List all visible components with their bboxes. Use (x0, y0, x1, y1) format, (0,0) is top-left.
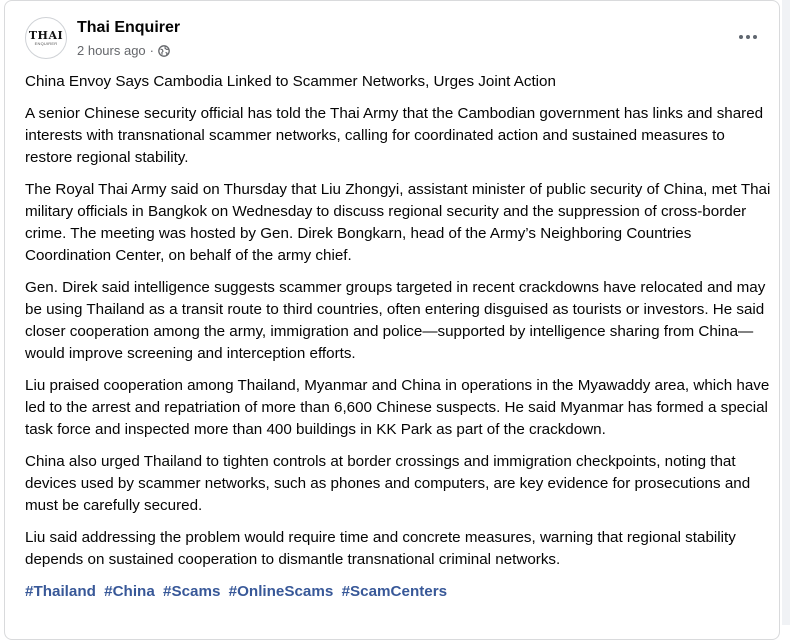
hashtag-link[interactable]: #Thailand (25, 583, 96, 600)
avatar[interactable] (25, 17, 67, 59)
post-paragraph: Gen. Direk said intelligence suggests scammer groups targeted in recent crackdowns have relocated and may be using Thailand as a transit route to third countries, often entering disguised as tourists or investors. He said closer cooperation among the army, immigration and police—supported by intelligence sharing from China—would improve screening and interception efforts. (25, 279, 766, 362)
post-paragraph: Liu said addressing the problem would require time and concrete measures, warning that regional stability depends on sustained cooperation to dismantle transnational criminal networks. (25, 529, 736, 568)
globe-icon[interactable] (158, 45, 170, 57)
post-timestamp[interactable]: 2 hours ago (77, 43, 146, 58)
post-paragraph: A senior Chinese security official has told the Thai Army that the Cambodian government has links and shared interests with transnational scammer networks, calling for coordinated action and sustained measures to restore regional stability. (25, 105, 764, 166)
post-card (4, 0, 780, 640)
hashtag-link[interactable]: #China (104, 583, 155, 600)
more-options-icon (739, 35, 743, 39)
more-options-dot (753, 35, 757, 39)
post-meta (77, 43, 170, 58)
post-header (25, 17, 765, 61)
page-scrollbar[interactable] (782, 0, 790, 625)
hashtag-link[interactable]: #OnlineScams (228, 583, 334, 600)
hashtag-list (25, 581, 775, 603)
post-paragraph: Liu praised cooperation among Thailand, Myanmar and China in operations in the Myawaddy area, which have led to the arrest and repatriation of more than 6,600 Chinese suspects. He said Myanmar has formed a special task force and inspected more than 400 buildings in KK Park as part of the crackdown. (25, 377, 770, 438)
avatar-logo-text: THAI (28, 29, 64, 42)
more-options-dot (746, 35, 750, 39)
avatar-logo-subtext: ENQUIRER (34, 41, 58, 46)
more-options-button[interactable] (733, 25, 763, 49)
meta-separator: · (149, 43, 155, 58)
page-name-link[interactable]: Thai Enquirer (77, 19, 181, 36)
post-paragraph: The Royal Thai Army said on Thursday that Liu Zhongyi, assistant minister of public security of China, met Thai military officials in Bangkok on Wednesday to discuss regional security and the suppression of cross-border crime. The meeting was hosted by Gen. Direk Bongkarn, head of the Army’s Neighboring Countries Coordination Center, on behalf of the army chief. (25, 181, 771, 264)
post-headline: China Envoy Says Cambodia Linked to Scammer Networks, Urges Joint Action (25, 73, 556, 90)
post-body (25, 71, 775, 603)
hashtag-link[interactable]: #Scams (163, 583, 221, 600)
hashtag-link[interactable]: #ScamCenters (341, 583, 448, 600)
post-paragraph: China also urged Thailand to tighten controls at border crossings and immigration checkpoints, noting that devices used by scammer networks, such as phones and computers, are key evidence for prosecutions and must be carefully secured. (25, 453, 751, 514)
